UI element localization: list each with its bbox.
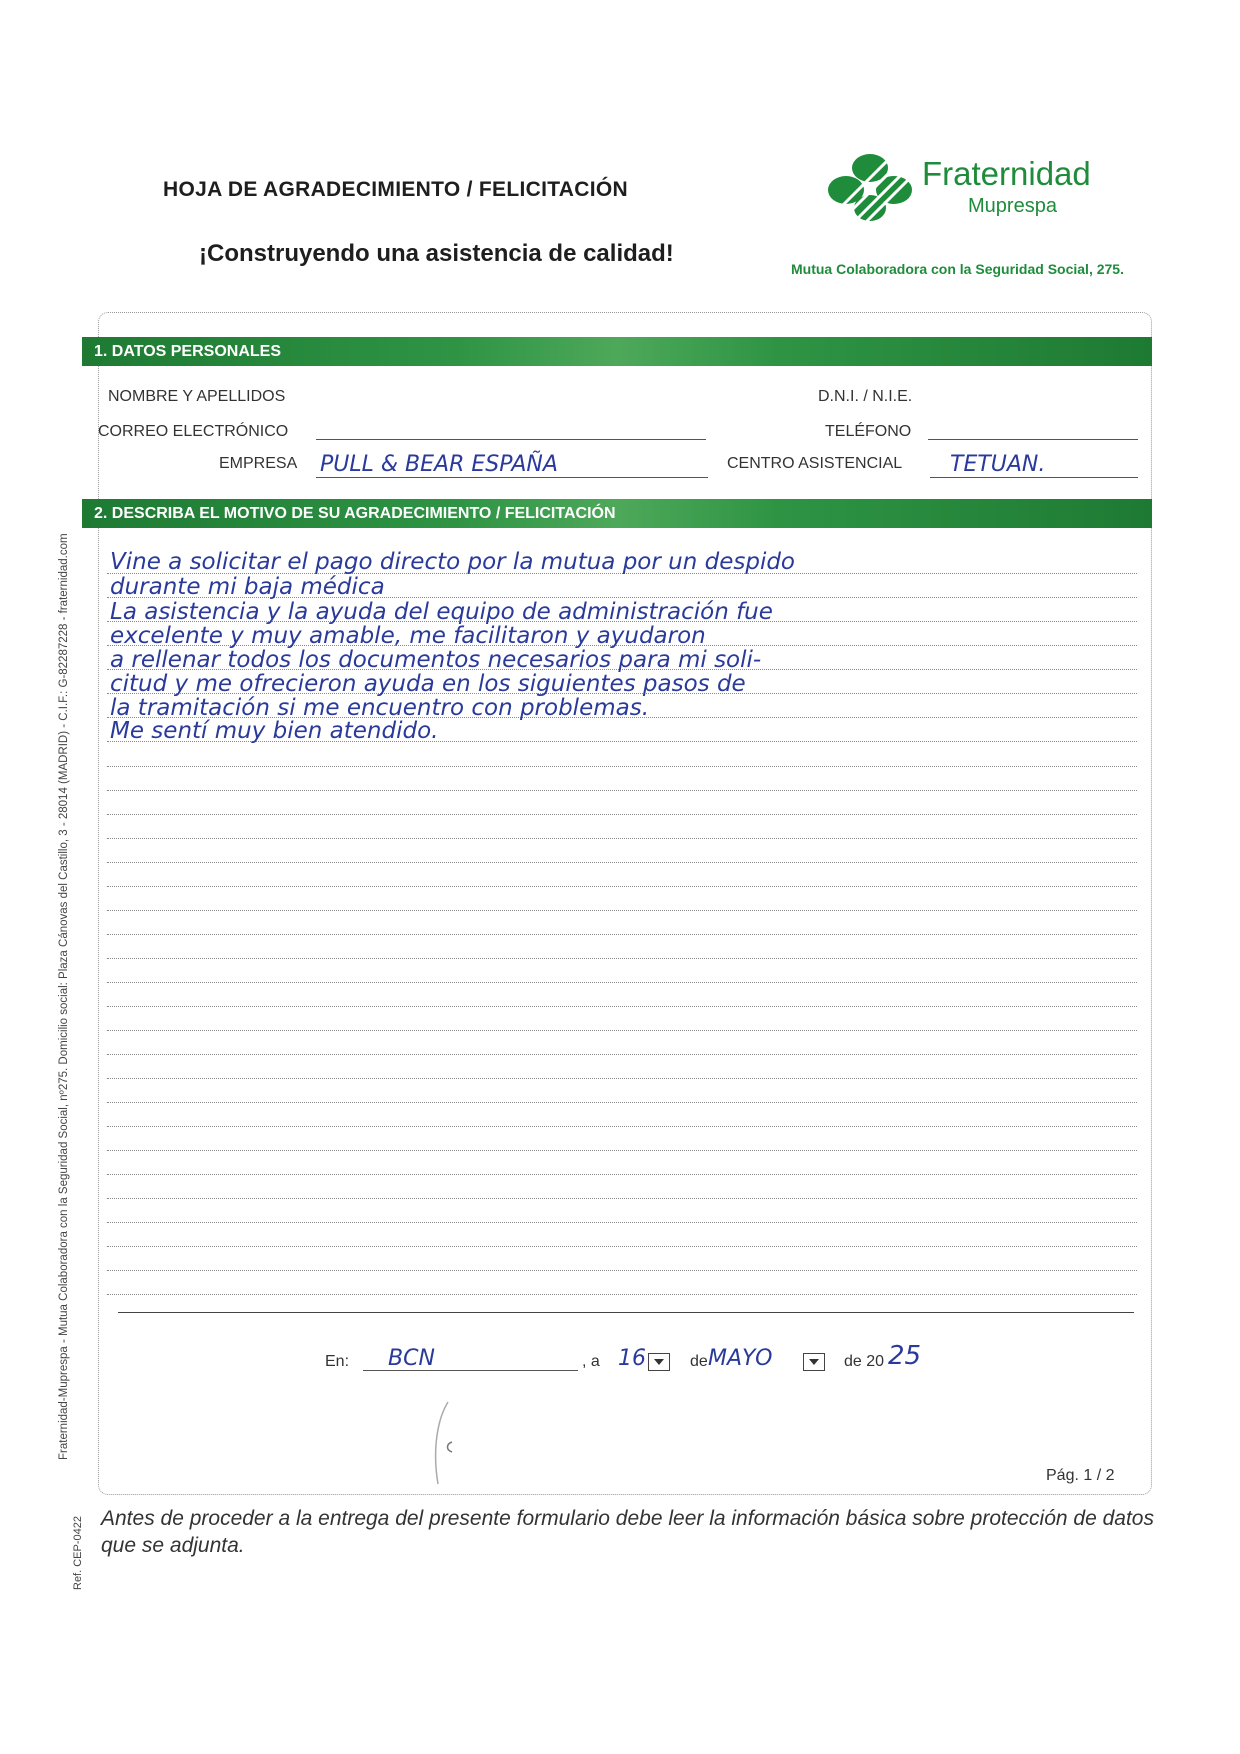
handwritten-line-3: La asistencia y la ayuda del equipo de administración fue (110, 599, 773, 625)
ruled-line (107, 1198, 1137, 1199)
ruled-line (107, 790, 1137, 791)
ruled-line (107, 838, 1137, 839)
ruled-line (107, 910, 1137, 911)
empresa-value: PULL & BEAR ESPAÑA (320, 452, 558, 477)
ruled-line (107, 862, 1137, 863)
closing-line (118, 1312, 1134, 1313)
handwritten-line-5: a rellenar todos los documentos necesarios para mi soli- (110, 647, 762, 673)
form-subtitle: ¡Construyendo una asistencia de calidad! (199, 240, 674, 267)
form-frame (98, 312, 1152, 1495)
ruled-line (107, 766, 1137, 767)
ruled-line (107, 1270, 1137, 1271)
a-label: , a (582, 1353, 600, 1370)
ruled-line (107, 1078, 1137, 1079)
correo-label: CORREO ELECTRÓNICO (98, 423, 289, 440)
form-title: HOJA DE AGRADECIMIENTO / FELICITACIÓN (163, 178, 628, 201)
mutua-line: Mutua Colaboradora con la Seguridad Social, 275. (791, 261, 1124, 277)
data-protection-notice: Antes de proceder a la entrega del presente formulario debe leer la información básica sobre protección de datos que se adjunta. (101, 1507, 1154, 1558)
telefono-label: TELÉFONO (825, 423, 912, 440)
handwritten-line-2: durante mi baja médica (110, 574, 385, 600)
ruled-line (107, 982, 1137, 983)
ruled-line (107, 1102, 1137, 1103)
empresa-field[interactable] (316, 477, 708, 478)
reference-code: Ref. CEP-0422 (72, 1516, 84, 1590)
centro-label: CENTRO ASISTENCIAL (727, 455, 903, 472)
ruled-line (107, 934, 1137, 935)
ruled-line (107, 1126, 1137, 1127)
handwritten-line-6: citud y me ofrecieron ayuda en los siguientes pasos de (110, 671, 746, 697)
en-value: BCN (388, 1346, 435, 1371)
legal-side-text: Fraternidad-Muprespa - Mutua Colaboradora con la Seguridad Social, nº275. Domicilio social: Plaza Cánovas del Castillo, 3 - 28014 (MADRID) - C.I.F.: G-82287228 - fraternidad.com (58, 533, 70, 1460)
telefono-field[interactable] (928, 439, 1138, 440)
ruled-line (107, 1030, 1137, 1031)
ruled-line (107, 1174, 1137, 1175)
chevron-down-icon (648, 1353, 670, 1371)
de-label: de (690, 1353, 708, 1370)
day-dropdown[interactable] (648, 1353, 670, 1371)
ruled-line (107, 1054, 1137, 1055)
page-number: Pág. 1 / 2 (1046, 1467, 1115, 1484)
clover-logo-icon (826, 152, 918, 222)
logo-sub: Muprespa (968, 195, 1057, 217)
chevron-down-icon (803, 1353, 825, 1371)
month-value: MAYO (708, 1346, 773, 1371)
ruled-line (107, 886, 1137, 887)
section-motivo-header: 2. DESCRIBA EL MOTIVO DE SU AGRADECIMIENTO / FELICITACIÓN (82, 499, 1152, 528)
ruled-line (107, 958, 1137, 959)
empresa-label: EMPRESA (219, 455, 298, 472)
logo-name: Fraternidad (922, 155, 1091, 192)
centro-field[interactable] (930, 477, 1138, 478)
en-label: En: (325, 1353, 350, 1370)
ruled-line (107, 1150, 1137, 1151)
handwritten-line-1: Vine a solicitar el pago directo por la mutua por un despido (110, 549, 796, 575)
handwritten-line-7: la tramitación si me encuentro con problemas. (110, 695, 650, 721)
year-value: 25 (888, 1341, 922, 1371)
correo-field[interactable] (316, 439, 706, 440)
signature-mark (426, 1398, 486, 1488)
year-label: de 20 (844, 1353, 885, 1370)
ruled-line (107, 814, 1137, 815)
nombre-label: NOMBRE Y APELLIDOS (108, 388, 286, 405)
section-personal-data-header: 1. DATOS PERSONALES (82, 337, 1152, 366)
ruled-line (107, 1006, 1137, 1007)
ruled-line (107, 1294, 1137, 1295)
ruled-line (107, 1246, 1137, 1247)
centro-value: TETUAN. (950, 452, 1046, 477)
dni-label: D.N.I. / N.I.E. (818, 388, 913, 405)
month-dropdown[interactable] (803, 1353, 825, 1371)
ruled-line (107, 1222, 1137, 1223)
handwritten-line-4: excelente y muy amable, me facilitaron y ayudaron (110, 623, 706, 649)
day-value: 16 (618, 1346, 646, 1371)
handwritten-line-8: Me sentí muy bien atendido. (110, 718, 439, 744)
